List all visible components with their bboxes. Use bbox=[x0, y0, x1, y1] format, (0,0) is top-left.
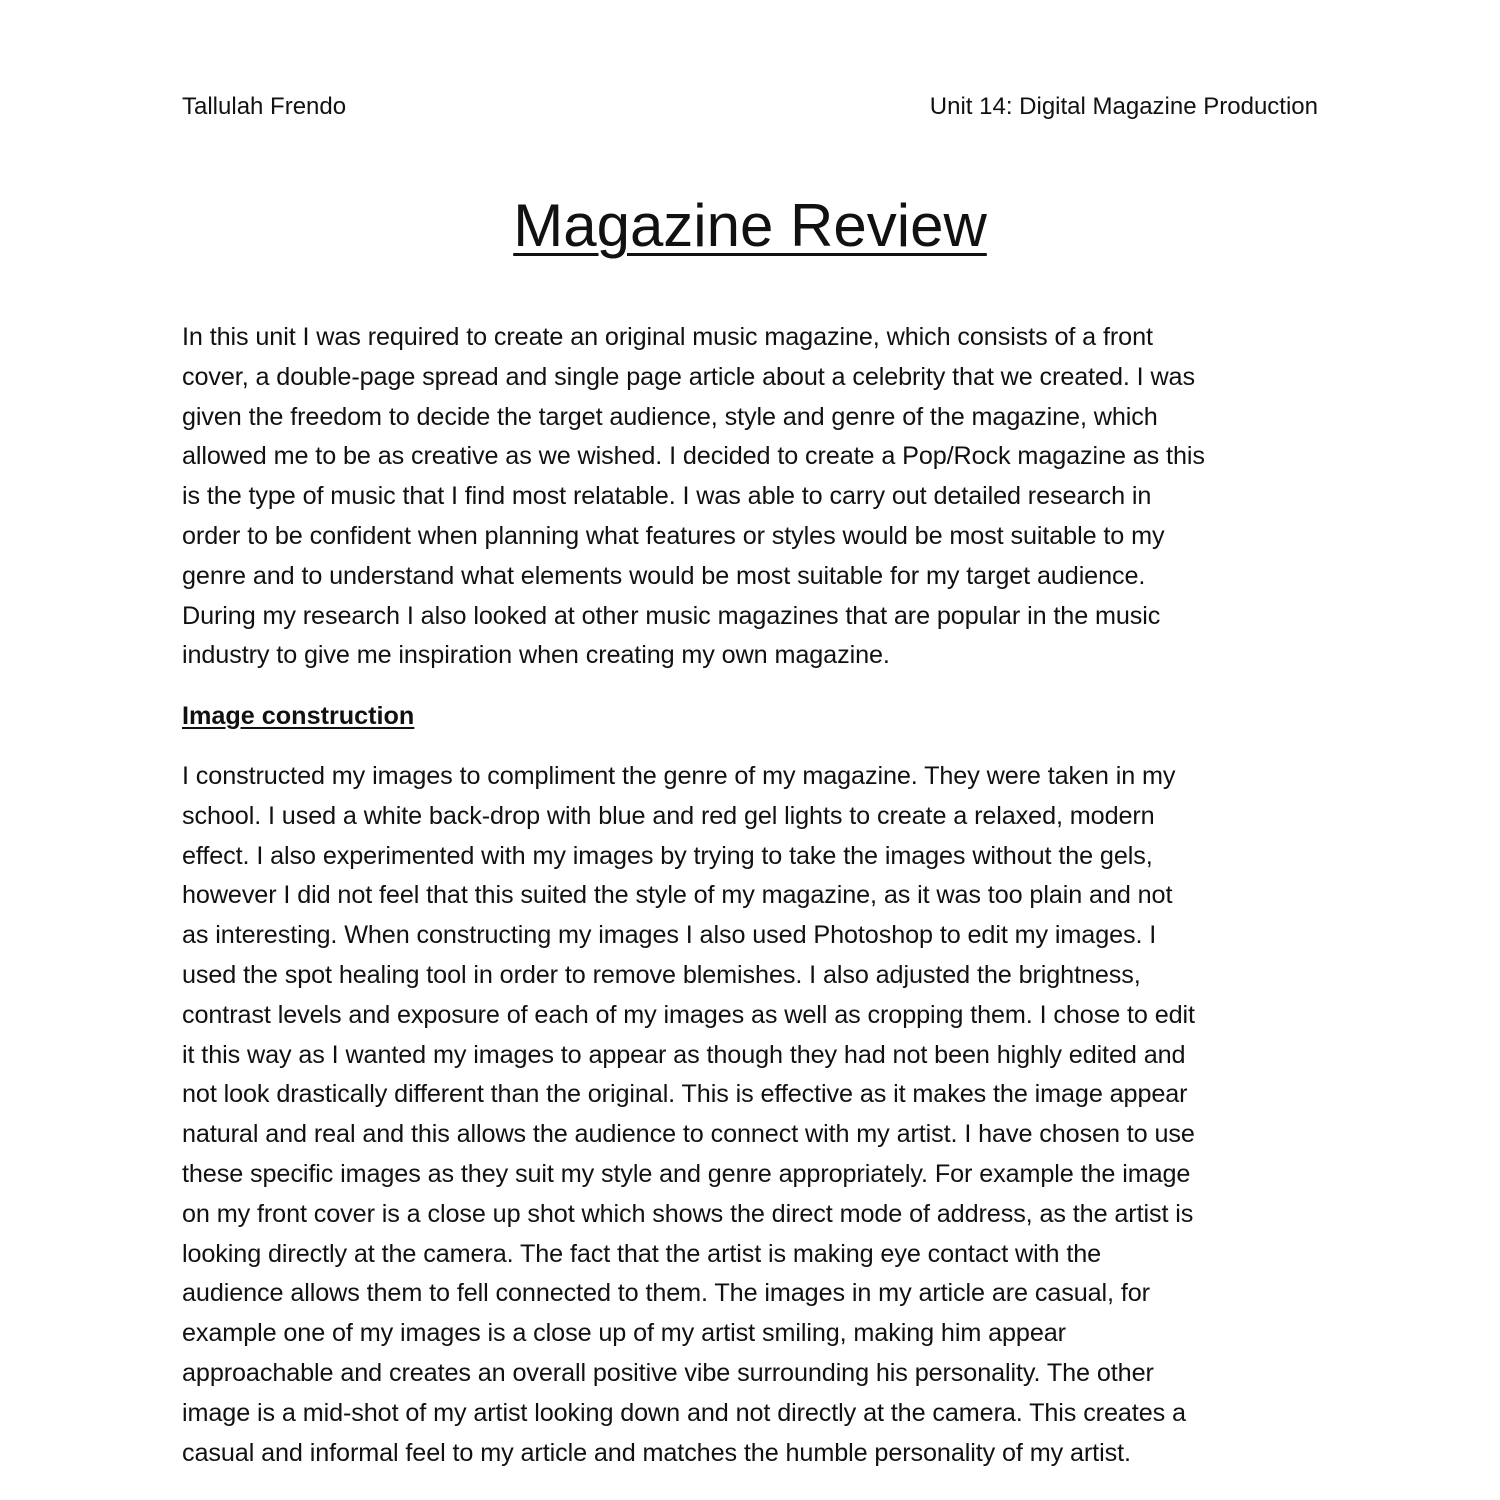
author-name: Tallulah Frendo bbox=[182, 93, 347, 120]
text-line: order to be confident when planning what features or styles would be most suitable to my bbox=[182, 521, 1165, 550]
intro-paragraph bbox=[182, 318, 1342, 676]
text-line: looking directly at the camera. The fact that the artist is making eye contact with the bbox=[182, 1239, 1102, 1268]
text-line: contrast levels and exposure of each of my images as well as cropping them. I chose to edit bbox=[182, 1000, 1195, 1029]
text-line: as interesting. When constructing my images I also used Photoshop to edit my images. I bbox=[182, 921, 1157, 950]
text-line: these specific images as they suit my style and genre appropriately. For example the image bbox=[182, 1159, 1191, 1188]
page-title-text: Magazine Review bbox=[513, 192, 987, 259]
text-line: given the freedom to decide the target audience, style and genre of the magazine, which bbox=[182, 402, 1158, 431]
text-line: In this unit I was required to create an original music magazine, which consists of a front bbox=[182, 323, 1153, 351]
unit-title: Unit 14: Digital Magazine Production bbox=[929, 93, 1318, 120]
text-line: used the spot healing tool in order to remove blemishes. I also adjusted the brightness, bbox=[182, 960, 1141, 989]
text-line: genre and to understand what elements would be most suitable for my target audience. bbox=[182, 561, 1146, 590]
text-line: casual and informal feel to my article and matches the humble personality of my artist. bbox=[182, 1438, 1131, 1467]
text-line: not look drastically different than the original. This is effective as it makes the image appear bbox=[182, 1080, 1188, 1109]
text-line: however I did not feel that this suited the style of my magazine, as it was too plain and not bbox=[182, 881, 1173, 910]
text-line: it this way as I wanted my images to appear as though they had not been highly edited and bbox=[182, 1040, 1186, 1069]
text-line: effect. I also experimented with my images by trying to take the images without the gels, bbox=[182, 841, 1153, 870]
text-line: on my front cover is a close up shot which shows the direct mode of address, as the artist is bbox=[182, 1199, 1194, 1228]
text-line: cover, a double-page spread and single page article about a celebrity that we created. I was bbox=[182, 362, 1195, 391]
text-line: industry to give me inspiration when creating my own magazine. bbox=[182, 641, 890, 670]
text-line: example one of my images is a close up of my artist smiling, making him appear bbox=[182, 1319, 1066, 1348]
page-title bbox=[0, 190, 1500, 262]
text-line: During my research I also looked at other music magazines that are popular in the music bbox=[182, 601, 1161, 630]
text-line: audience allows them to fell connected to them. The images in my article are casual, for bbox=[182, 1279, 1150, 1308]
text-line: is the type of music that I find most relatable. I was able to carry out detailed research in bbox=[182, 482, 1152, 511]
text-line: allowed me to be as creative as we wished. I decided to create a Pop/Rock magazine as this bbox=[182, 442, 1205, 471]
section-heading: Image construction bbox=[182, 702, 415, 730]
text-line: I constructed my images to compliment the genre of my magazine. They were taken in my bbox=[182, 762, 1176, 790]
text-line: natural and real and this allows the audience to connect with my artist. I have chosen to use bbox=[182, 1120, 1195, 1149]
text-line: approachable and creates an overall positive vibe surrounding his personality. The other bbox=[182, 1358, 1154, 1387]
image-construction-paragraph bbox=[182, 757, 1342, 1473]
text-line: school. I used a white back-drop with blue and red gel lights to create a relaxed, modern bbox=[182, 801, 1155, 830]
text-line: image is a mid-shot of my artist looking down and not directly at the camera. This creates a bbox=[182, 1398, 1186, 1427]
